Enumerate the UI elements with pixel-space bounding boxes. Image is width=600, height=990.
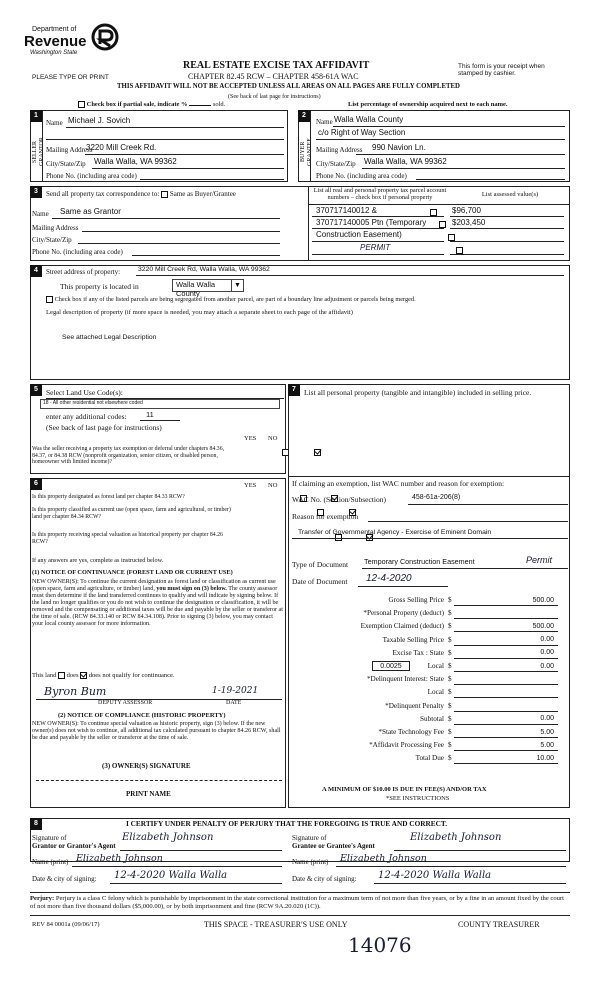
- s1-city-label: City/State/Zip: [46, 160, 86, 168]
- tax-row-amount[interactable]: 5.00: [540, 728, 554, 736]
- perjury-text: Perjury is a class C felony which is punishable by imprisonment in the state correctional institution for a maximum term of not more than five years, or by a fine in an amount fixed by the court of not more than five thousand dollars ($5,000.00), or by both imprisonment and fine (RCW 9A.20.020 (1C)).: [30, 895, 564, 910]
- tax-row-amount[interactable]: 500.00: [532, 622, 554, 630]
- s7-reason-value[interactable]: Transfer of Governmental Agency - Exercise of Eminent Domain: [298, 529, 492, 536]
- grantor-print-name[interactable]: Elizabeth Johnson: [76, 853, 163, 864]
- s4-legal-value[interactable]: See attached Legal Description: [62, 334, 157, 341]
- tax-row-amount[interactable]: 10.00: [536, 754, 554, 762]
- parcel-1-personal-checkbox[interactable]: [430, 209, 437, 216]
- s2-name-label: Name: [316, 118, 333, 126]
- s7-exempt-text: If claiming an exemption, list WAC number and reason for exemption:: [292, 479, 505, 488]
- land-does-checkbox[interactable]: [58, 672, 65, 679]
- s5-yes-header: YES: [244, 435, 257, 442]
- form-title: REAL ESTATE EXCISE TAX AFFIDAVIT: [183, 60, 370, 71]
- dor-emblem-icon: [90, 22, 120, 52]
- tax-row-label: Local: [427, 662, 444, 670]
- s6-qualify-row: [32, 672, 175, 679]
- s7-minimum-note: A MINIMUM OF $10.00 IS DUE IN FEE(S) AND/OR TAX: [322, 786, 487, 793]
- tax-row-underline: [454, 618, 558, 619]
- s4-seg-text: Check box if any of the listed parcels are being segregated from another parcel, are part of a boundary line adjustment or parcels being merged.: [54, 296, 416, 303]
- s6-yes-header: YES: [244, 482, 257, 489]
- s5-title: Select Land Use Code(s):: [46, 388, 123, 397]
- tax-row-amount[interactable]: 0.00: [540, 636, 554, 644]
- tax-row-label: Exemption Claimed (deduct): [360, 622, 444, 631]
- grantor-date-city[interactable]: 12-4-2020 Walla Walla: [114, 870, 228, 881]
- s6-land-b-label: qualify for continuance.: [112, 672, 175, 679]
- tax-row-label: Local: [427, 688, 444, 697]
- section-7-number: 7: [288, 384, 300, 396]
- s5-no-header: NO: [268, 435, 278, 442]
- s6-hist-text: NEW OWNER(S): To continue special valuation as historic property, sign (3) below. If the new owner(s) does not wish to continue, all additional tax calculated pursuant to chapter 84.26 RCW, shall be due and payable by the seller or transferor at the time of sale.: [32, 721, 281, 741]
- agency-line1: Department of: [32, 26, 77, 33]
- s1-name-label: Name: [46, 119, 63, 127]
- tax-row-dollar: $: [448, 648, 452, 657]
- tax-row-dollar: $: [448, 701, 452, 710]
- grantee-print-name[interactable]: Elizabeth Johnson: [340, 853, 427, 864]
- tax-row-underline: [454, 684, 558, 685]
- s3-name-label: Name: [32, 210, 49, 218]
- tax-row-underline: [454, 645, 558, 646]
- parcel-3-personal-checkbox[interactable]: [448, 234, 455, 241]
- s5-additional-label: enter any additional codes:: [46, 412, 127, 421]
- tax-row-label: *Personal Property (deduct): [363, 609, 444, 618]
- deputy-date-label: DATE: [226, 700, 242, 706]
- tax-row-underline: [454, 737, 558, 738]
- deputy-date: 1-19-2021: [212, 686, 259, 696]
- assessed-header: List assessed value(s): [481, 191, 539, 198]
- section-2-number: 2: [298, 110, 310, 122]
- agency-line3: Washington State: [30, 50, 78, 56]
- county-treasurer: COUNTY TREASURER: [458, 920, 540, 929]
- tax-row-label: Total Due: [415, 754, 444, 763]
- tax-row-amount[interactable]: 500.00: [532, 596, 554, 604]
- tax-row-amount[interactable]: 5.00: [540, 741, 554, 749]
- partial-sale-row: [78, 101, 225, 108]
- s8-grantor-label: Grantor or Grantor's Agent: [32, 842, 116, 851]
- section-4-number: 4: [30, 265, 42, 277]
- tax-row-underline: [454, 697, 558, 698]
- please-type: PLEASE TYPE OR PRINT: [32, 74, 109, 81]
- s6-if-any: If any answers are yes, complete as instructed below.: [32, 557, 164, 564]
- tax-row-label: Excise Tax : State: [392, 648, 444, 657]
- parcel-4-personal-checkbox[interactable]: [456, 247, 463, 254]
- tax-row-underline: [454, 750, 558, 751]
- s1-phone-label: Phone No. (including area code): [46, 172, 137, 180]
- grantee-date-city[interactable]: 12-4-2020 Walla Walla: [378, 870, 492, 881]
- land-use-select[interactable]: 18 - All other residential not elsewhere coded: [40, 399, 280, 409]
- tax-row-dollar: $: [448, 609, 452, 618]
- partial-sale-checkbox[interactable]: [78, 101, 85, 108]
- section-5-number: 5: [30, 384, 42, 396]
- s8-name-label-left: Name (print): [32, 858, 69, 866]
- s3-send-row: [46, 190, 236, 198]
- tax-row-dollar: $: [448, 754, 452, 763]
- county-select-value: Walla Walla County: [176, 280, 216, 298]
- same-as-buyer-checkbox[interactable]: [161, 191, 168, 198]
- tax-row-dollar: $: [448, 596, 452, 604]
- assessed-1[interactable]: $96,700: [452, 206, 481, 215]
- s4-street-value[interactable]: 3220 Mill Creek Rd, Walla Walla, WA 99362: [138, 266, 270, 273]
- s1-mail-label: Mailing Address: [46, 146, 93, 154]
- land-does-not-checkbox[interactable]: [80, 672, 87, 679]
- s3-same-label: Same as Buyer/Grantee: [169, 190, 236, 198]
- tax-row-dollar: $: [448, 635, 452, 644]
- s7-type-handwritten[interactable]: Permit: [526, 555, 553, 565]
- s6-owner-signature-label: (3) OWNER(S) SIGNATURE: [102, 762, 191, 770]
- s6-q3-text: Is this property receiving special valuation as historical property per chapter 84.26 RCW?: [32, 532, 223, 545]
- s7-type-value[interactable]: Temporary Construction Easement: [364, 557, 475, 566]
- tax-row-label: Taxable Selling Price: [382, 635, 444, 644]
- s2-name2-value[interactable]: c/o Right of Way Section: [318, 128, 406, 137]
- perjury-label: Perjury:: [30, 895, 55, 902]
- s1-mail-value[interactable]: 3220 Mill Creek Rd.: [86, 143, 157, 152]
- s2-name-value[interactable]: Walla Walla County: [334, 115, 404, 124]
- s7-list-text: List all personal property (tangible and intangible) included in selling price.: [304, 388, 532, 397]
- s5-additional-value[interactable]: 11: [146, 410, 154, 419]
- ownership-pct-note: List percentage of ownership acquired next to each name.: [348, 101, 508, 108]
- tax-row-underline: [454, 711, 558, 712]
- tax-row-dollar: $: [448, 688, 452, 697]
- s8-name-label-right: Name (print): [292, 858, 329, 866]
- tax-row-underline: [454, 671, 558, 672]
- agency-line2: Revenue: [24, 33, 87, 50]
- receipt-note: This form is your receipt when stamped by cashier.: [458, 63, 545, 78]
- section-6-designation: [30, 478, 286, 808]
- s8-sig-of-left: Signature of: [32, 834, 67, 842]
- stamp-number: 14076: [348, 933, 412, 957]
- parcel-2-personal-checkbox[interactable]: [439, 221, 446, 228]
- s7-reason-label: Reason for exemption: [292, 512, 359, 521]
- s1-name-value[interactable]: Michael J. Sovich: [68, 116, 131, 125]
- s8-certify: I CERTIFY UNDER PENALTY OF PERJURY THAT THE FOREGOING IS TRUE AND CORRECT.: [126, 819, 448, 828]
- acceptance-warning: THIS AFFIDAVIT WILL NOT BE ACCEPTED UNLESS ALL AREAS ON ALL PAGES ARE FULLY COMPLETED: [117, 83, 460, 90]
- tax-row-label: *Affidavit Processing Fee: [369, 741, 444, 750]
- s5-see-back: (See back of last page for instructions): [46, 423, 162, 432]
- tax-row-label: *State Technology Fee: [378, 728, 444, 736]
- segregated-checkbox[interactable]: [46, 296, 53, 303]
- section-8-number: 8: [30, 818, 42, 830]
- treasurer-use: THIS SPACE - TREASURER'S USE ONLY: [204, 920, 348, 929]
- tax-row-label: Gross Selling Price: [388, 596, 444, 604]
- s7-wac-value[interactable]: 458-61a-206(8): [412, 494, 461, 501]
- section-3-number: 3: [30, 186, 42, 198]
- s7-date-label: Date of Document: [292, 577, 348, 586]
- tax-row-dollar: $: [448, 662, 452, 670]
- tax-row-amount[interactable]: 0.00: [540, 662, 554, 670]
- s4-legal-label: Legal description of property (if more space is needed, you may attach a separate sheet to each page of the affidavit): [46, 309, 353, 316]
- s3-phone-label: Phone No. (including area code): [32, 248, 123, 256]
- s6-does-label: does: [66, 672, 79, 679]
- s6-cont-title: (1) NOTICE OF CONTINUANCE (FOREST LAND OR CURRENT USE): [32, 569, 233, 576]
- s2-city-label: City/State/Zip: [316, 160, 356, 168]
- s7-wac-label: WAC No. (Section/Subsection): [292, 495, 386, 504]
- s6-q2-text: Is this property classified as current use (open space, farm and agricultural, or timber) land per chapter 84.34 RCW?: [32, 507, 231, 520]
- s8-grantor-sig-label: [32, 834, 116, 850]
- s7-type-label: Type of Document: [292, 560, 349, 569]
- s4-street-label: Street address of property:: [46, 268, 121, 276]
- grantee-signature[interactable]: Elizabeth Johnson: [410, 832, 502, 843]
- tax-row-underline: [454, 658, 558, 659]
- s6-land-label: This land: [32, 672, 57, 679]
- tax-row-label: *Delinquent Penalty: [385, 701, 444, 710]
- form-chapter: CHAPTER 82.45 RCW – CHAPTER 458-61A WAC: [188, 72, 359, 81]
- tax-row-label: *Delinquent Interest: State: [366, 675, 444, 684]
- deputy-signature: Byron Bum: [44, 685, 107, 698]
- s7-see-instructions: *SEE INSTRUCTIONS: [386, 795, 450, 802]
- grantor-signature[interactable]: Elizabeth Johnson: [122, 832, 214, 843]
- s8-date-label-left: Date & city of signing:: [32, 875, 97, 883]
- tax-row-dollar: $: [448, 675, 452, 684]
- s6-does-not-label: does not: [88, 672, 111, 679]
- section-1-number: 1: [30, 110, 42, 122]
- buyer-side-label: BUYER GRANTEE: [300, 138, 313, 166]
- s8-date-label-right: Date & city of signing:: [292, 875, 357, 883]
- form-id: REV 84 0001a (09/06/17): [32, 921, 100, 928]
- s8-grantee-label: Grantee or Grantee's Agent: [292, 842, 375, 851]
- parcel-4-handwritten[interactable]: PERMIT: [360, 243, 391, 252]
- deputy-label: DEPUTY ASSESSOR: [98, 700, 153, 706]
- s2-phone-label: Phone No. (including area code): [316, 172, 407, 180]
- s3-city-label: City/State/Zip: [32, 236, 72, 244]
- county-select[interactable]: [172, 279, 244, 298]
- s6-cont-a: NEW OWNER(S): To continue the current designation as forest land or classification as current use (open space, farm and agriculture, or timber) land,: [32, 579, 276, 592]
- s6-no-header: NO: [268, 482, 278, 489]
- s8-grantee-sig-label: [292, 834, 375, 850]
- section-6-number: 6: [30, 478, 42, 490]
- chevron-down-icon[interactable]: ▼: [231, 279, 244, 292]
- parcel-1[interactable]: 370717140012 &: [316, 206, 377, 215]
- tax-row-underline: [454, 724, 558, 725]
- tax-row-underline: [454, 605, 558, 606]
- seller-side-label: SELLER GRANTOR: [32, 137, 45, 167]
- s3-send-label: Send all property tax correspondence to:: [46, 190, 160, 198]
- s4-located-label: This property is located in: [60, 282, 139, 291]
- s6-cont-text: [32, 579, 284, 628]
- s2-city-value[interactable]: Walla Walla, WA 99362: [364, 157, 447, 166]
- perjury-note: [30, 895, 570, 910]
- s6-q1-text: Is this property designated as forest land per chapter 84.33 RCW?: [32, 494, 185, 500]
- s6-hist-title: (2) NOTICE OF COMPLIANCE (HISTORIC PROPERTY): [58, 712, 226, 719]
- tax-row-label: Subtotal: [420, 714, 444, 723]
- see-back-header: (See back of last page for instructions): [228, 94, 321, 100]
- tax-row-underline: [454, 763, 558, 764]
- tax-row-amount[interactable]: 0.00: [540, 715, 554, 723]
- s1-city-value[interactable]: Walla Walla, WA 99362: [94, 157, 177, 166]
- s8-sig-of-right: Signature of: [292, 834, 327, 842]
- s6-cont-c: The county assessor must then determine if the land transferred continues to qualify and will indicate by signing below. If the land no longer qualifies or you do not wish to continue the designation or classification, it will be removed and the compensating or additional taxes will be due and payable by the seller or transferor at the time of sale. (RCW 84.33.140 or RCW 84.34.108). Prior to signing (3) below, you may contact your local county assessor for more information.: [32, 586, 283, 627]
- s7-date-value[interactable]: 12-4-2020: [366, 573, 412, 584]
- tax-row-dollar: $: [448, 741, 452, 750]
- s3-name-value[interactable]: Same as Grantor: [60, 207, 121, 216]
- local-rate-box[interactable]: 0.0025: [372, 661, 410, 671]
- parcel-3[interactable]: Construction Easement): [316, 230, 402, 239]
- dor-logo: [18, 18, 128, 68]
- s6-cont-b: you must sign on (3) below.: [156, 586, 227, 592]
- parcel-header: List all real and personal property tax parcel account numbers – check box if personal property: [313, 187, 447, 202]
- s2-mail-value[interactable]: 990 Navion Ln.: [372, 143, 426, 152]
- tax-row-dollar: $: [448, 728, 452, 736]
- tax-row-amount[interactable]: 0.00: [540, 649, 554, 657]
- tax-row-underline: [454, 631, 558, 632]
- s4-seg-row: [46, 296, 416, 303]
- sold-label: sold.: [212, 101, 226, 108]
- tax-row-dollar: $: [448, 622, 452, 631]
- tax-row-dollar: $: [448, 714, 452, 723]
- parcel-2[interactable]: 370717140005 Ptn (Temporary: [316, 218, 427, 227]
- partial-sale-label: Check box if partial sale, indicate %: [86, 101, 188, 108]
- s3-mail-label: Mailing Address: [32, 224, 79, 232]
- s2-mail-label: Mailing Address: [316, 146, 363, 154]
- assessed-2[interactable]: $203,450: [452, 218, 486, 227]
- s6-print-name-label: PRINT NAME: [126, 790, 171, 798]
- s5-q1-text: Was the seller receiving a property tax exemption or deferral under chapters 84.36, 84.37, or 84.38 RCW (nonprofit organization, senior citizen, or disabled person, homeowner with limited income)?: [32, 446, 225, 466]
